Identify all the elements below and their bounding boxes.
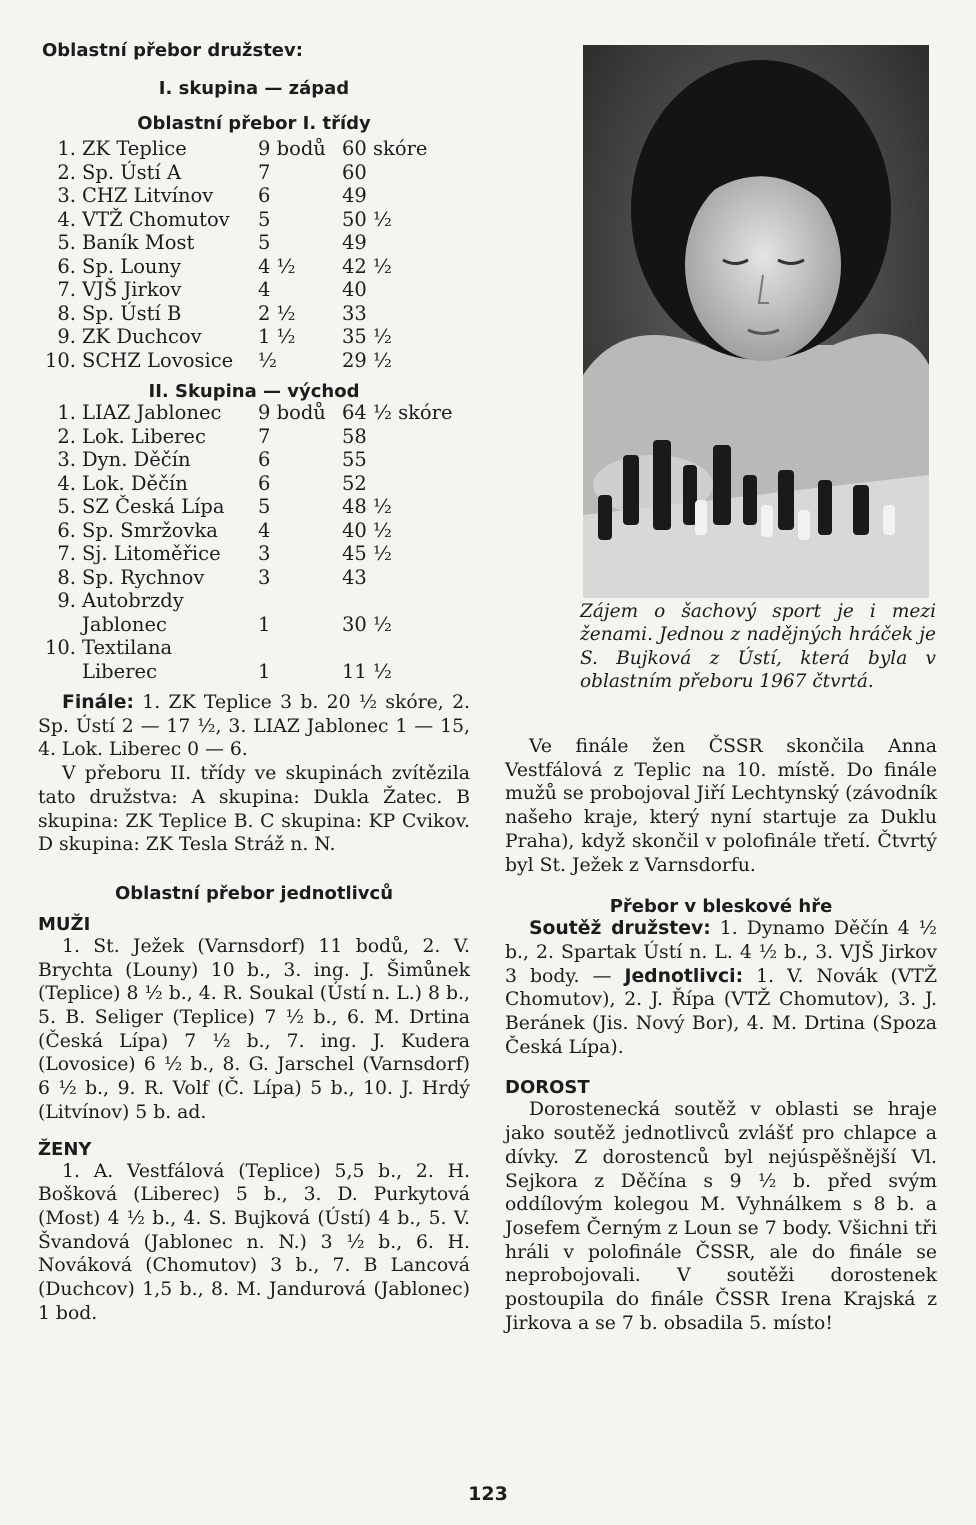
standings-row (38, 255, 427, 279)
class2-paragraph: V přeboru II. třídy ve skupinách zvítězila tato družstva: A skupina: Dukla Žatec. B skupina: ZK Teplice B. C skupina: KP Cvikov. D skupina: ZK Tesla Stráž n. N. (38, 763, 470, 856)
standings-team: Sp. Rychnov (82, 565, 205, 589)
standings-row (38, 401, 453, 425)
blitz-heading: Přebor v bleskové hře (609, 896, 833, 918)
standings-points: 5 (258, 495, 271, 518)
standings-rank: 8. (57, 565, 76, 589)
blitz-teams-label: Soutěž družstev: (529, 918, 711, 940)
standings-team: LIAZ Jablonec (82, 401, 222, 424)
right-column (505, 735, 937, 1335)
standings-row (38, 208, 427, 232)
standings-score: 49 (342, 231, 367, 254)
standings-team: CHZ Litvínov (82, 184, 214, 207)
standings-rank: 3. (57, 184, 76, 207)
standings-points: 6 (258, 448, 271, 471)
blitz-individuals-text: 1. V. Novák (VTŽ Chomutov), 2. J. Řípa (VTŽ Chomutov), 3. J. Beránek (Jis. Nový Bor), 4. M. Drtina (Spoza Česká Lípa). (505, 965, 938, 1058)
standings-score: 60 (342, 160, 367, 184)
standings-points: 4 ½ (258, 254, 296, 278)
standings-rank (38, 613, 80, 637)
standings-row (38, 184, 427, 208)
finale-paragraph (38, 691, 470, 762)
standings-points: 6 (258, 471, 271, 495)
individual-championship-heading: Oblastní přebor jednotlivců (114, 882, 394, 904)
standings-score (342, 589, 453, 613)
standings-team: Autobrzdy (82, 589, 184, 612)
standings-rank: 8. (57, 301, 76, 325)
standings-team: Liberec (82, 659, 157, 683)
standings-team: SZ Česká Lípa (82, 495, 225, 518)
standings-points: 9 bodů (258, 137, 326, 160)
standings-rank: 1. (57, 401, 76, 424)
photo-caption: Zájem o šachový sport je i mezi ženami. Jednou z nadějných hráček je S. Bujková z Ústí, která byla v oblastním přeboru 1967 čtvrtá. (580, 601, 936, 692)
standings-rank: 6. (57, 254, 76, 278)
standings-score: 30 ½ (342, 612, 392, 636)
standings-points (258, 589, 342, 613)
standings-rank: 6. (57, 518, 76, 542)
standings-score: 49 (342, 184, 367, 207)
standings-row (38, 161, 427, 185)
standings-points: 1 ½ (258, 325, 296, 348)
standings-points: 1 (258, 612, 271, 636)
group2-title: II. Skupina — východ (148, 381, 360, 402)
standings-score: 58 (342, 424, 367, 448)
standings-score: 55 (342, 448, 367, 471)
standings-points: 5 (258, 207, 271, 231)
standings-team: ZK Duchcov (82, 325, 202, 348)
standings-row (38, 231, 427, 255)
youth-paragraph: Dorostenecká soutěž v oblasti se hraje jako soutěž jednotlivců zvlášť pro chlapce a dívky. Z dorostenců byl nejúspěšnější Vl. Sejkora z Děčína s 9 ½ b. před svým oddílovým kolegou M. Vyhnálkem s 8 b. a Josefem Černým z Loun se 7 body. Všichni tři hráli v polofinále ČSSR, ale do finále se neprobojovali. V soutěži dorostenek postoupila do finále ČSSR Irena Krajská z Jirkova a se 7 b. obsadila 5. místo! (505, 1099, 937, 1334)
standings-score: 50 ½ (342, 207, 392, 231)
standings-points: 1 (258, 659, 271, 683)
standings-team: Textilana (82, 636, 173, 659)
standings-rank: 2. (57, 424, 76, 448)
standings-score: 33 (342, 301, 367, 325)
standings-row (38, 349, 427, 373)
standings-team: Jablonec (82, 612, 167, 636)
standings-rank: 7. (57, 542, 76, 565)
standings-rank: 10. (44, 636, 76, 659)
left-column (38, 40, 470, 1325)
standings-score (342, 636, 453, 660)
standings-score: 40 (342, 278, 367, 301)
standings-team: Sj. Litoměřice (82, 542, 221, 565)
standings-score: 11 ½ (342, 659, 392, 683)
page-number: 123 (468, 1483, 508, 1505)
standings-team: VTŽ Chomutov (82, 207, 230, 231)
standings-rank: 4. (57, 471, 76, 495)
standings-team: Sp. Louny (82, 254, 182, 278)
standings-rank: 9. (57, 589, 76, 612)
standings-row (38, 542, 453, 566)
standings-team: VJŠ Jirkov (82, 278, 182, 301)
group1-title: I. skupina — západ (158, 78, 350, 99)
standings-team: SCHZ Lovosice (82, 348, 234, 372)
standings-rank: 2. (57, 160, 76, 184)
standings-points: 6 (258, 184, 271, 207)
standings-team: Dyn. Děčín (82, 448, 191, 471)
blitz-teams-text: 1. Dynamo Děčín 4 ½ b., 2. Spartak Ústí n. L. 4 ½ b., 3. VJŠ Jirkov 3 body. — (505, 918, 937, 987)
blitz-individuals-label: Jednotlivci: (624, 965, 744, 987)
standings-score: 40 ½ (342, 518, 392, 542)
standings-points: 4 (258, 518, 271, 542)
standings-score: 43 (342, 565, 367, 589)
standings-score: 52 (342, 471, 367, 495)
men-results: 1. St. Ježek (Varnsdorf) 11 bodů, 2. V. Brychta (Louny) 10 b., 3. ing. J. Šimůnek (Teplice) 8 ½ b., 4. R. Soukal (Ústí n. L.) 8 b., 5. B. Seliger (Teplice) 7 ½ b., 6. M. Drtina (Česká Lípa) 7 ½ b., 7. ing. J. Kudera (Lovosice) 6 ½ b., 8. G. Jarschel (Varnsdorf) 6 ½ b., 9. R. Volf (Č. Lípa) 5 b., 10. J. Hrdý (Litvínov) 5 b. ad. (38, 935, 470, 1123)
standings-row (38, 325, 427, 349)
team-championship-heading: Oblastní přebor družstev: (42, 40, 303, 61)
women-results: 1. A. Vestfálová (Teplice) 5,5 b., 2. H. Bošková (Liberec) 5 b., 3. D. Purkytová (Most) 4 ½ b., 4. S. Bujková (Ústí) 4 b., 5. V. Švandová (Jablonec n. N.) 3 ½ b., 6. H. Nováková (Chomutov) 3 b., 7. B Lancová (Duchcov) 1,5 b., 8. M. Jandurová (Jablonec) 1 bod. (38, 1160, 470, 1324)
standings-team: ZK Teplice (82, 137, 187, 160)
standings-team: Sp. Ústí A (82, 160, 182, 184)
standings-rank: 10. (44, 348, 76, 372)
standings-points: 4 (258, 278, 271, 301)
standings-points: 3 (258, 542, 271, 565)
standings-score: 48 ½ (342, 495, 392, 518)
youth-label: DOROST (505, 1077, 590, 1099)
standings-points: 2 ½ (258, 301, 296, 325)
standings-row (38, 589, 453, 613)
finale-label: Finále: (62, 692, 134, 713)
standings-rank: 9. (57, 325, 76, 348)
standings-team: Lok. Děčín (82, 471, 188, 495)
standings-score: 45 ½ (342, 542, 392, 565)
standings-rank: 3. (57, 448, 76, 471)
standings-points: 3 (258, 565, 271, 589)
standings-team: Sp. Ústí B (82, 301, 182, 325)
standings-row (38, 425, 453, 449)
women-label: ŽENY (38, 1138, 92, 1160)
group2-standings-table (38, 401, 453, 683)
standings-rank: 1. (57, 137, 76, 160)
finale-text: 1. ZK Teplice 3 b. 20 ½ skóre, 2. Sp. Ústí 2 — 17 ½, 3. LIAZ Jablonec 1 — 15, 4. Lok. Liberec 0 — 6. (38, 692, 470, 761)
standings-row (38, 660, 453, 684)
photo-illustration (583, 45, 929, 598)
women-final-paragraph: Ve finále žen ČSSR skončila Anna Vestfálová z Teplic na 10. místě. Do finále mužů se probojoval Jiří Lechtynský (závodník našeho kraje, který nyní startuje za Duklu Praha), když skončil v polofinále třetí. Čtvrtý byl St. Ježek z Varnsdorfu. (505, 736, 937, 876)
standings-score: 42 ½ (342, 254, 392, 278)
standings-score: 29 ½ (342, 348, 392, 372)
standings-row (38, 448, 453, 472)
standings-points (258, 636, 342, 660)
standings-score: 60 skóre (342, 137, 428, 160)
standings-row (38, 472, 453, 496)
standings-points: 5 (258, 231, 271, 254)
standings-score: 64 ½ skóre (342, 401, 453, 424)
standings-points: ½ (258, 348, 277, 372)
standings-rank: 7. (57, 278, 76, 301)
standings-row (38, 613, 453, 637)
standings-rank: 5. (57, 231, 76, 254)
standings-points: 7 (258, 424, 271, 448)
standings-points: 9 bodů (258, 401, 326, 424)
standings-rank: 5. (57, 495, 76, 518)
photo-chess-player (583, 45, 929, 598)
standings-team: Baník Most (82, 231, 195, 254)
standings-row (38, 566, 453, 590)
standings-row (38, 636, 453, 660)
standings-rank: 4. (57, 207, 76, 231)
standings-row (38, 137, 427, 161)
group1-subtitle: Oblastní přebor I. třídy (137, 113, 371, 134)
standings-row (38, 495, 453, 519)
standings-row (38, 302, 427, 326)
group1-standings-table (38, 137, 427, 372)
men-label: MUŽI (38, 913, 91, 935)
standings-team: Sp. Smržovka (82, 518, 218, 542)
standings-score: 35 ½ (342, 325, 392, 348)
standings-row (38, 519, 453, 543)
standings-row (38, 278, 427, 302)
standings-rank (38, 660, 80, 684)
standings-team: Lok. Liberec (82, 424, 206, 448)
standings-points: 7 (258, 160, 271, 184)
blitz-paragraph (505, 917, 937, 1059)
